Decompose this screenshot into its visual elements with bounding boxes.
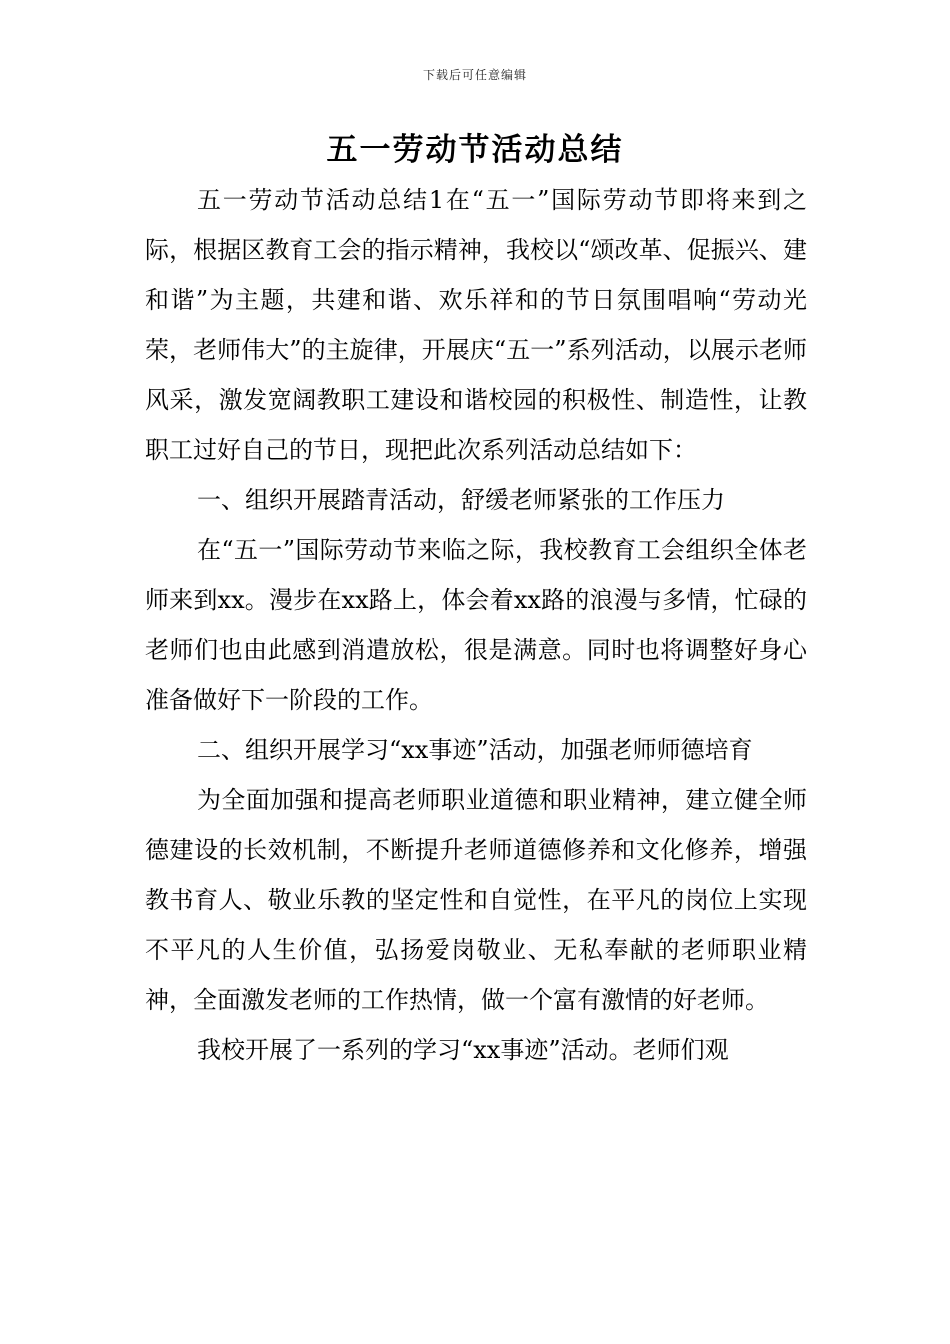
paragraph-section-2a: 为全面加强和提高老师职业道德和职业精神，建立健全师德建设的长效机制，不断提升老师道德修养和文化修养，增强教书育人、敬业乐教的坚定性和自觉性，在平凡的岗位上实现不平凡的人生价值，弘扬爱岗敬业、无私奉献的老师职业精神，全面激发老师的工作热情，做一个富有激情的好老师。 [145, 786, 807, 1014]
section-heading-1: 一、组织开展踏青活动，舒缓老师紧张的工作压力 [197, 486, 725, 514]
document-title: 五一劳动节活动总结 [326, 132, 624, 168]
header-note: 下载后可任意编辑 [422, 68, 527, 82]
section-heading-2: 二、组织开展学习“xx事迹”活动，加强老师师德培育 [197, 736, 753, 764]
paragraph-intro: 五一劳动节活动总结1在“五一”国际劳动节即将来到之际，根据区教育工会的指示精神，我校以“颂改革、促振兴、建和谐”为主题，共建和谐、欢乐祥和的节日氛围唱响“劳动光荣，老师伟大”的主旋律，开展庆“五一”系列活动，以展示老师风采，激发宽阔教职工建设和谐校园的积极性、制造性，让教职工过好自己的节日，现把此次系列活动总结如下： [145, 186, 807, 464]
document-body [145, 175, 807, 1075]
paragraph-section-2b: 我校开展了一系列的学习“xx事迹”活动。老师们观 [197, 1036, 729, 1064]
paragraph-section-1: 在“五一”国际劳动节来临之际，我校教育工会组织全体老师来到xx。漫步在xx路上，体会着xx路的浪漫与多情，忙碌的老师们也由此感到消遣放松，很是满意。同时也将调整好身心准备做好下一阶段的工作。 [145, 536, 807, 714]
